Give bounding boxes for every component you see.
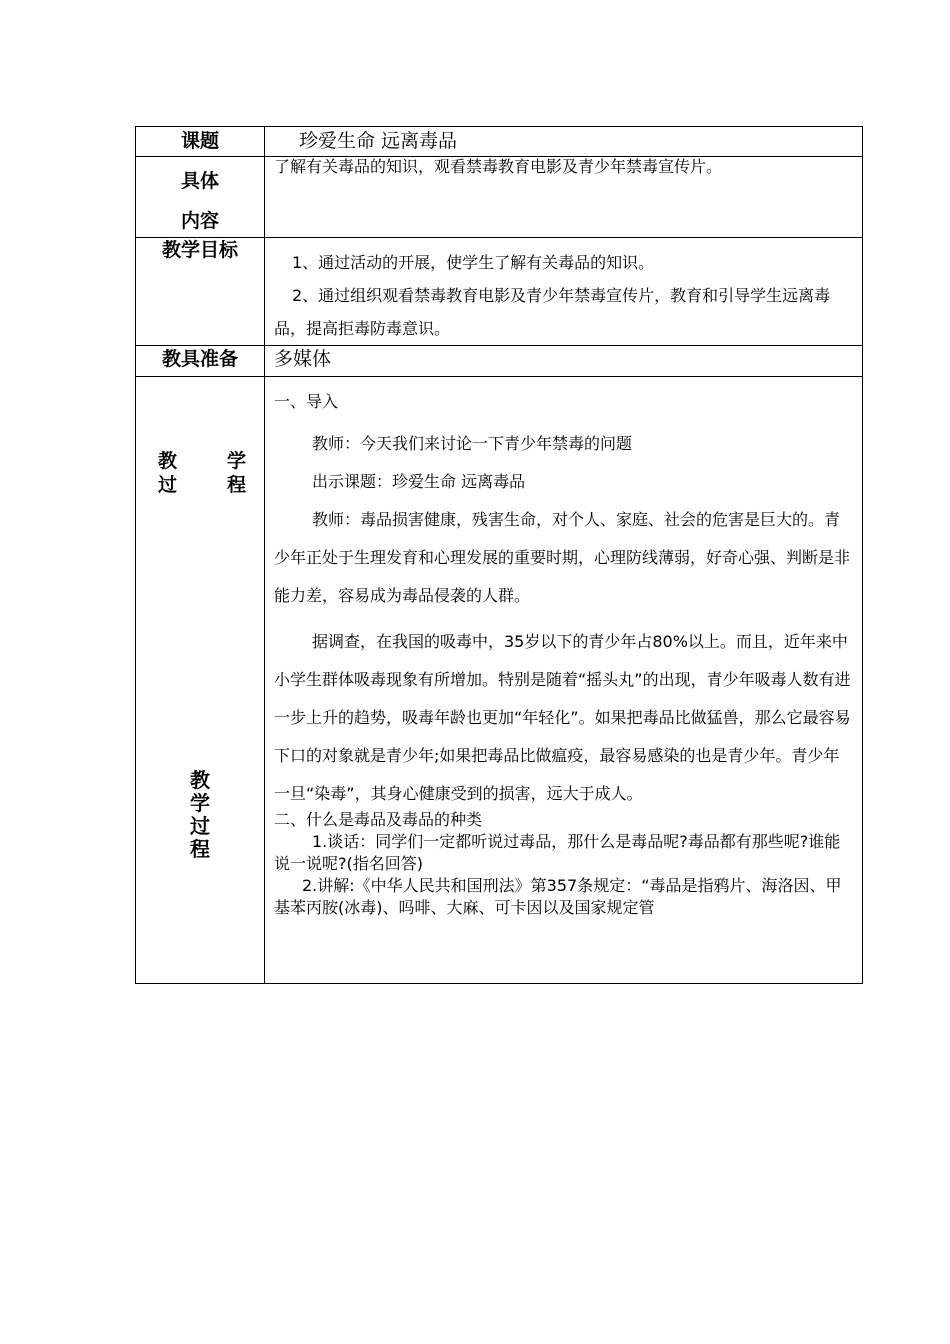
topic-label-cell [136, 127, 265, 157]
goals-value-cell [265, 238, 863, 346]
process-row [136, 377, 863, 984]
goals-label: 教学目标 [161, 239, 238, 261]
content-value-cell [265, 157, 863, 238]
process-label-horizontal [158, 449, 246, 497]
topic-label: 课题 [180, 130, 219, 152]
section-title: 二、什么是毒品及毒品的种类 [274, 810, 483, 829]
section-title: 一、导入 [274, 392, 339, 411]
process-value-cell [265, 377, 863, 984]
process-label-char: 程 [190, 837, 210, 861]
tools-label-cell [136, 346, 265, 377]
tools-label: 教具准备 [161, 348, 238, 370]
goal-item-1: 1、通过活动的开展，使学生了解有关毒品的知识。 [292, 253, 655, 272]
process-label-char: 过 [158, 474, 178, 496]
paragraph: 教师：今天我们来讨论一下青少年禁毒的问题 [312, 434, 633, 453]
paragraph: 1.谈话：同学们一定都听说过毒品，那什么是毒品呢?毒品都有那些呢?谁能说一说呢?(指名回答) [274, 832, 841, 873]
paragraph: 教师：毒品损害健康，残害生命，对个人、家庭、社会的危害是巨大的。青少年正处于生理发育和心理发展的重要时期，心理防线薄弱，好奇心强、判断是非能力差，容易成为毒品侵袭的人群。 [274, 510, 851, 605]
tools-value-cell [265, 346, 863, 377]
content-label-line1: 具体 [180, 170, 219, 192]
goals-label-cell [136, 238, 265, 346]
process-label-vertical [136, 769, 264, 861]
process-label-char: 过 [190, 814, 210, 838]
process-label-cell [136, 377, 265, 984]
goals-row [136, 238, 863, 346]
tools-value: 多媒体 [274, 348, 332, 370]
topic-row [136, 127, 863, 157]
process-label-char: 教 [158, 450, 178, 472]
content-value: 了解有关毒品的知识，观看禁毒教育电影及青少年禁毒宣传片。 [274, 157, 723, 176]
process-label-char: 学 [226, 450, 246, 472]
topic-value: 珍爱生命 远离毒品 [299, 130, 458, 152]
process-label-char: 学 [190, 791, 210, 815]
content-label-line2: 内容 [180, 210, 219, 232]
paragraph: 据调查，在我国的吸毒中，35岁以下的青少年占80%以上。而且，近年来中小学生群体吸毒现象有所增加。特别是随着“摇头丸”的出现，青少年吸毒人数有进一步上升的趋势，吸毒年龄也更加“年轻化”。如果把毒品比做猛兽，那么它最容易下口的对象就是青少年;如果把毒品比做瘟疫，最容易感染的也是青少年。青少年一旦“染毒”，其身心健康受到的损害，远大于成人。 [274, 632, 851, 803]
topic-value-cell [265, 127, 863, 157]
lesson-plan-table [135, 126, 863, 984]
process-label-char: 教 [190, 768, 210, 792]
content-label-cell [136, 157, 265, 238]
paragraph: 2.讲解:《中华人民共和国刑法》第357条规定：“毒品是指鸦片、海洛因、甲基苯丙胺(冰毒)、吗啡、大麻、可卡因以及国家规定管 [274, 876, 842, 917]
content-row [136, 157, 863, 238]
tools-row [136, 346, 863, 377]
process-label-char: 程 [226, 474, 246, 496]
goal-item-2: 2、通过组织观看禁毒教育电影及青少年禁毒宣传片，教育和引导学生远离毒品，提高拒毒防毒意识。 [274, 286, 831, 338]
paragraph: 出示课题：珍爱生命 远离毒品 [312, 472, 526, 491]
